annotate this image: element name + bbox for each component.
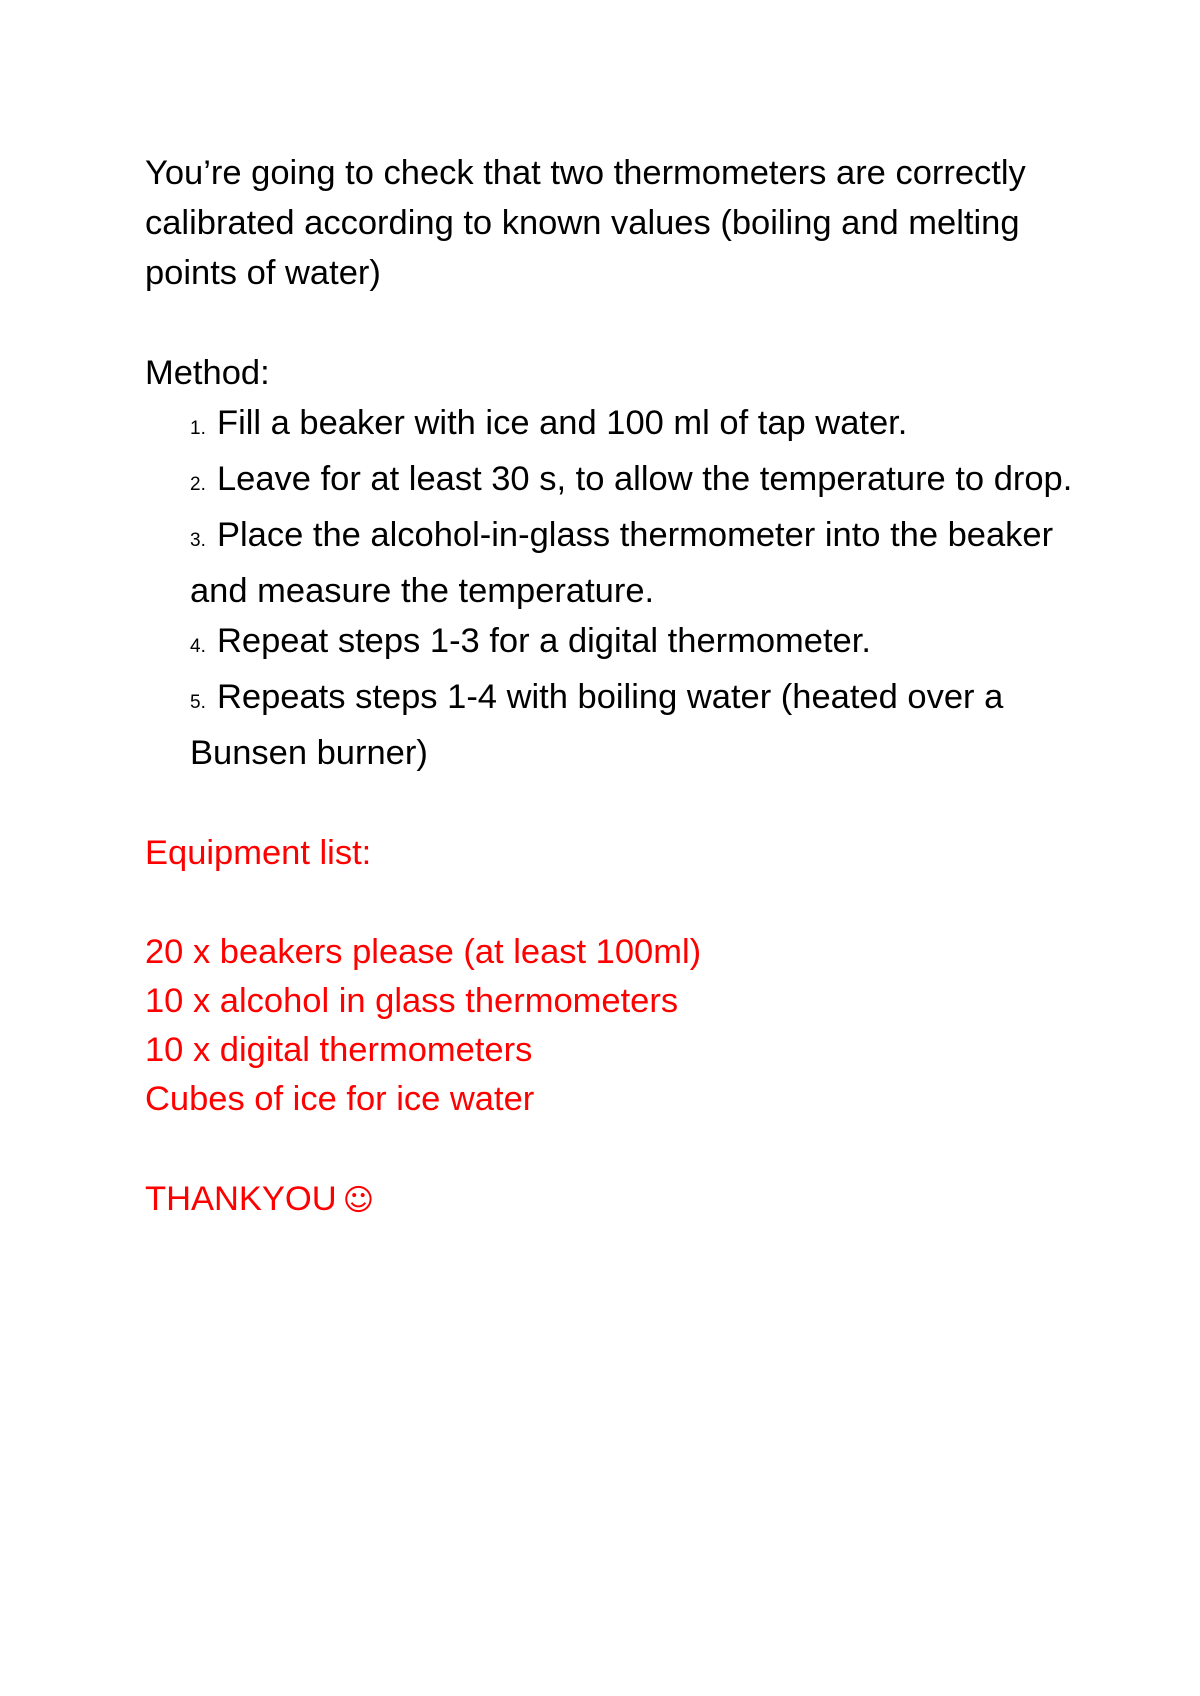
method-heading: Method: xyxy=(145,354,270,392)
equipment-item: 10 x alcohol in glass thermometers xyxy=(145,982,679,1020)
smiley-icon: ☺ xyxy=(342,1183,374,1218)
equipment-item: 10 x digital thermometers xyxy=(145,1031,533,1069)
step-text: Leave for at least 30 s, to allow the temperature to drop. xyxy=(217,460,1073,498)
equipment-heading: Equipment list: xyxy=(145,834,372,872)
intro-paragraph: You’re going to check that two thermometers are correctly calibrated according to known values (boiling and melting points of water) xyxy=(145,154,1026,292)
method-step xyxy=(190,454,1075,510)
equipment-item: Cubes of ice for ice water xyxy=(145,1080,535,1118)
equipment-list xyxy=(145,928,1075,1124)
step-text: Place the alcohol-in-glass thermometer into the beaker and measure the temperature. xyxy=(190,516,1054,610)
step-text: Repeats steps 1-4 with boiling water (heated over a Bunsen burner) xyxy=(190,678,1004,772)
method-step xyxy=(190,510,1075,616)
step-number: 4. xyxy=(190,636,206,657)
step-number: 2. xyxy=(190,474,206,495)
closing-text: THANKYOU xyxy=(145,1180,337,1218)
step-text: Fill a beaker with ice and 100 ml of tap water. xyxy=(217,404,908,442)
closing-line xyxy=(145,1174,1075,1226)
method-step xyxy=(190,398,1075,454)
equipment-item: 20 x beakers please (at least 100ml) xyxy=(145,933,702,971)
step-number: 5. xyxy=(190,692,206,713)
method-step xyxy=(190,672,1075,778)
document-body xyxy=(145,148,1075,1226)
step-number: 1. xyxy=(190,418,206,439)
step-text: Repeat steps 1-3 for a digital thermometer. xyxy=(217,622,871,660)
step-number: 3. xyxy=(190,530,206,551)
method-step xyxy=(190,616,1075,672)
method-steps-list xyxy=(145,398,1075,778)
